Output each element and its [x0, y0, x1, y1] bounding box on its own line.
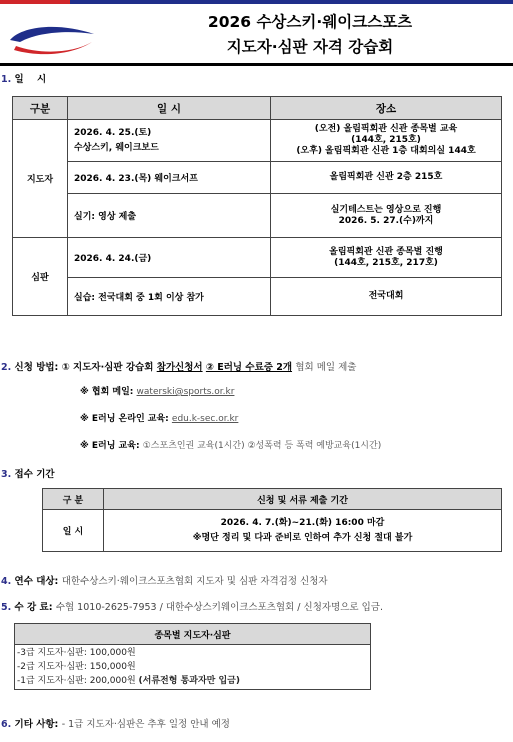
schedule-table	[12, 96, 502, 316]
note-elearning-site: ※ E러닝 온라인 교육: edu.k-sec.or.kr	[80, 414, 239, 424]
registration-row-label: 일 시	[43, 510, 104, 552]
schedule-date: 실습: 전국대회 중 1회 이상 참가	[68, 278, 271, 316]
table-row	[13, 120, 502, 162]
fee-table	[14, 623, 371, 690]
schedule-place: 실기테스트는 영상으로 진행 2026. 5. 27.(수)까지	[271, 194, 502, 238]
schedule-place: 올림픽회관 신관 종목별 진행 (144호, 215호, 217호)	[271, 238, 502, 278]
schedule-header-place: 장소	[271, 97, 502, 120]
schedule-date: 2026. 4. 25.(토) 수상스키, 웨이크보드	[68, 120, 271, 162]
table-row	[13, 162, 502, 194]
table-row	[43, 510, 502, 552]
top-red-bar	[0, 0, 70, 4]
section-5-heading: 5. 수 강 료: 수협 1010-2625-7953 / 대한수상스키웨이크스포츠협회 / 신청자명으로 입금.	[1, 602, 383, 613]
section-1-heading: 1. 일 시	[1, 74, 47, 85]
fee-item-level1: -1급 지도자·심판: 200,000원 (서류전형 통과자만 입금)	[17, 676, 240, 686]
elearning-site-link[interactable]: edu.k-sec.or.kr	[171, 414, 239, 424]
schedule-date: 2026. 4. 23.(목) 웨이크서프	[68, 162, 271, 194]
table-row	[13, 194, 502, 238]
schedule-place: 전국대회	[271, 278, 502, 316]
group-referee: 심판	[13, 238, 68, 316]
fee-item-level1-note: (서류전형 통과자만 입금)	[138, 676, 240, 686]
schedule-place: (오전) 올림픽회관 신관 종목별 교육 (144호, 215호) (오후) 올림픽회관 신관 1층 대회의실 144호	[271, 120, 502, 162]
note-elearning-courses: ※ E러닝 교육: ①스포츠인권 교육(1시간) ②성폭력 등 폭력 예방교육(1시간)	[80, 441, 382, 451]
title-line-1: 2026 수상스키·웨이크스포츠	[207, 13, 413, 31]
registration-period: 2026. 4. 7.(화)~21.(화) 16:00 마감	[220, 517, 385, 528]
table-row	[13, 278, 502, 316]
schedule-date: 실기: 영상 제출	[68, 194, 271, 238]
note-association-mail: ※ 협회 메일: waterski@sports.or.kr	[80, 387, 235, 397]
registration-header-category: 구 분	[43, 489, 104, 510]
top-blue-bar	[0, 0, 513, 4]
registration-table	[42, 488, 502, 552]
fee-item-level3: -3급 지도자·심판: 100,000원	[17, 648, 136, 658]
fee-item-level2: -2급 지도자·심판: 150,000원	[17, 662, 136, 672]
schedule-header-datetime: 일 시	[68, 97, 271, 120]
section-4-heading: 4. 연수 대상: 대한수상스키·웨이크스포츠협회 지도자 및 심판 자격검정 신청자	[1, 576, 328, 587]
schedule-header-category: 구분	[13, 97, 68, 120]
logo-text: KWWA	[30, 35, 71, 48]
title-divider	[0, 63, 513, 66]
page-title	[110, 10, 510, 60]
table-row	[13, 238, 502, 278]
association-mail-link[interactable]: waterski@sports.or.kr	[136, 387, 235, 397]
group-instructor: 지도자	[13, 120, 68, 238]
title-line-2: 지도자·심판 자격 강습회	[226, 38, 394, 56]
schedule-date: 2026. 4. 24.(금)	[68, 238, 271, 278]
kwwa-logo	[8, 24, 96, 56]
section-6-heading: 6. 기타 사항: - 1급 지도자·심판은 추후 일정 안내 예정	[1, 719, 230, 730]
registration-warning: ※명단 정리 및 다과 준비로 인하여 추가 신청 절대 불가	[192, 532, 413, 543]
section-3-heading: 3. 접수 기간	[1, 469, 55, 480]
fee-header: 종목별 지도자·심판	[15, 624, 371, 645]
schedule-place: 올림픽회관 신관 2층 215호	[271, 162, 502, 194]
registration-header-period: 신청 및 서류 제출 기간	[104, 489, 502, 510]
section-2-heading: 2. 신청 방법: ① 지도자·심판 강습회 참가신청서 ② E러닝 수료증 2개 협회 메일 제출	[1, 362, 357, 373]
